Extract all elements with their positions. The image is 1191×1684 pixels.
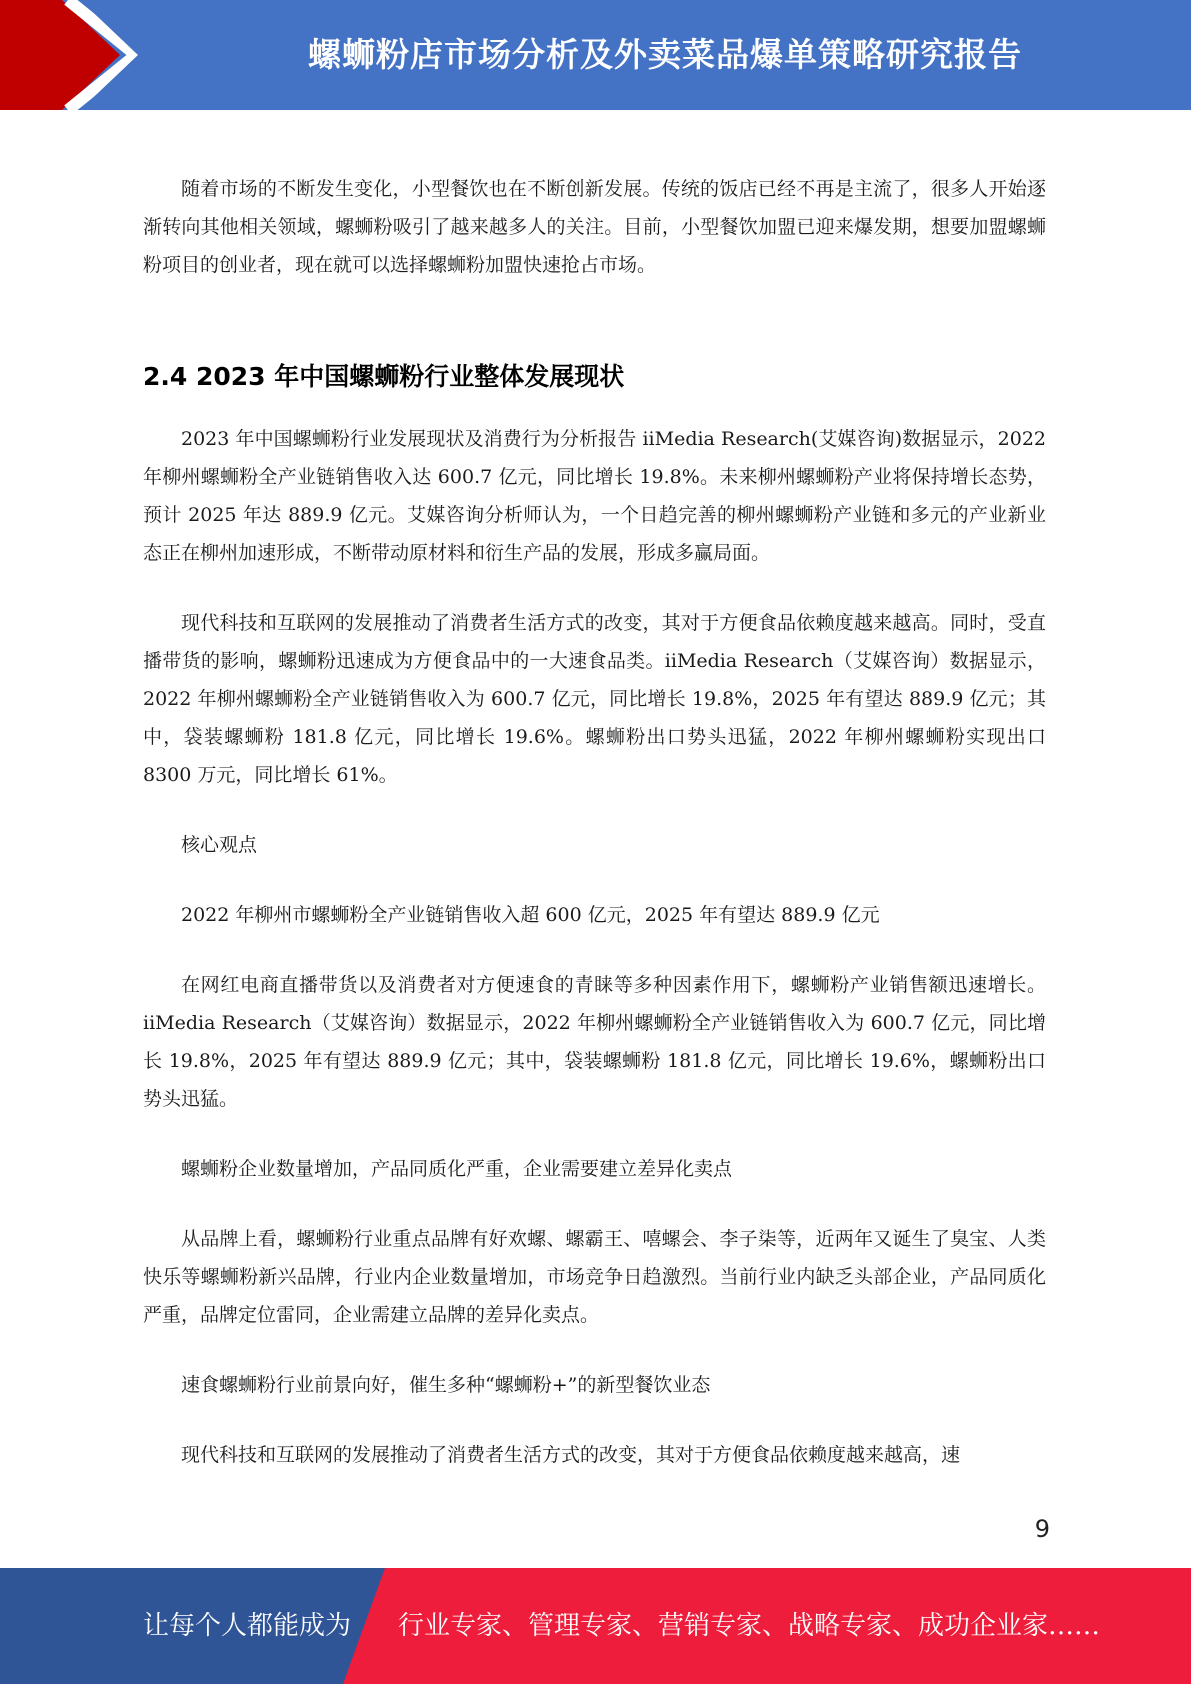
body-paragraph: 现代科技和互联网的发展推动了消费者生活方式的改变，其对于方便食品依赖度越来越高。同时，受直播带货的影响，螺蛳粉迅速成为方便食品中的一大速食品类。iiMedia Research（艾媒咨询）数据显示，2022 年柳州螺蛳粉全产业链销售收入为 600.7 亿元，同比增长 19.8%，2025 年有望达 889.9 亿元；其中，袋装螺蛳粉 181.8 亿元，同比增长 19.6%。螺蛳粉出口势头迅猛，2022 年柳州螺蛳粉实现出口 8300 万元，同比增长 61%。 <box>143 612 1046 786</box>
body-paragraph: 在网红电商直播带货以及消费者对方便速食的青睐等多种因素作用下，螺蛳粉产业销售额迅速增长。iiMedia Research（艾媒咨询）数据显示，2022 年柳州螺蛳粉全产业链销售收入为 600.7 亿元，同比增长 19.8%，2025 年有望达 889.9 亿元；其中，袋装螺蛳粉 181.8 亿元，同比增长 19.6%，螺蛳粉出口势头迅猛。 <box>143 974 1046 1110</box>
section-heading: 2.4 2023 年中国螺蛳粉行业整体发展现状 <box>143 362 625 391</box>
body-paragraph: 2023 年中国螺蛳粉行业发展现状及消费行为分析报告 iiMedia Research(艾媒咨询)数据显示，2022 年柳州螺蛳粉全产业链销售收入达 600.7 亿元，同比增长 19.8%。未来柳州螺蛳粉产业将保持增长态势，预计 2025 年达 889.9 亿元。艾媒咨询分析师认为，一个日趋完善的柳州螺蛳粉产业链和多元的产业新业态正在柳州加速形成，不断带动原材料和衍生产品的发展，形成多赢局面。 <box>143 428 1046 564</box>
page-footer <box>0 1568 1191 1684</box>
page-header <box>0 0 1191 110</box>
body-paragraph: 现代科技和互联网的发展推动了消费者生活方式的改变，其对于方便食品依赖度越来越高，速 <box>181 1444 961 1466</box>
document-body <box>143 170 1046 1474</box>
key-point: 速食螺蛳粉行业前景向好，催生多种“螺蛳粉+”的新型餐饮业态 <box>181 1374 711 1396</box>
intro-paragraph: 随着市场的不断发生变化，小型餐饮也在不断创新发展。传统的饭店已经不再是主流了，很多人开始逐渐转向其他相关领域，螺蛳粉吸引了越来越多人的关注。目前，小型餐饮加盟已迎来爆发期，想要加盟螺蛳粉项目的创业者，现在就可以选择螺蛳粉加盟快速抢占市场。 <box>143 178 1046 276</box>
report-title: 螺蛳粉店市场分析及外卖菜品爆单策略研究报告 <box>308 35 1022 74</box>
footer-slogan-right: 行业专家、管理专家、营销专家、战略专家、成功企业家…… <box>398 1611 1101 1641</box>
page-number: 9 <box>1034 1515 1050 1543</box>
footer-slogan-left: 让每个人都能成为 <box>143 1611 352 1641</box>
key-point: 螺蛳粉企业数量增加，产品同质化严重，企业需要建立差异化卖点 <box>181 1158 733 1180</box>
subheading-core-viewpoint: 核心观点 <box>181 834 258 856</box>
key-point: 2022 年柳州市螺蛳粉全产业链销售收入超 600 亿元，2025 年有望达 889.9 亿元 <box>181 904 880 926</box>
body-paragraph: 从品牌上看，螺蛳粉行业重点品牌有好欢螺、螺霸王、嘻螺会、李子柒等，近两年又诞生了臭宝、人类快乐等螺蛳粉新兴品牌，行业内企业数量增加，市场竞争日趋激烈。当前行业内缺乏头部企业，产品同质化严重，品牌定位雷同，企业需建立品牌的差异化卖点。 <box>143 1228 1046 1326</box>
